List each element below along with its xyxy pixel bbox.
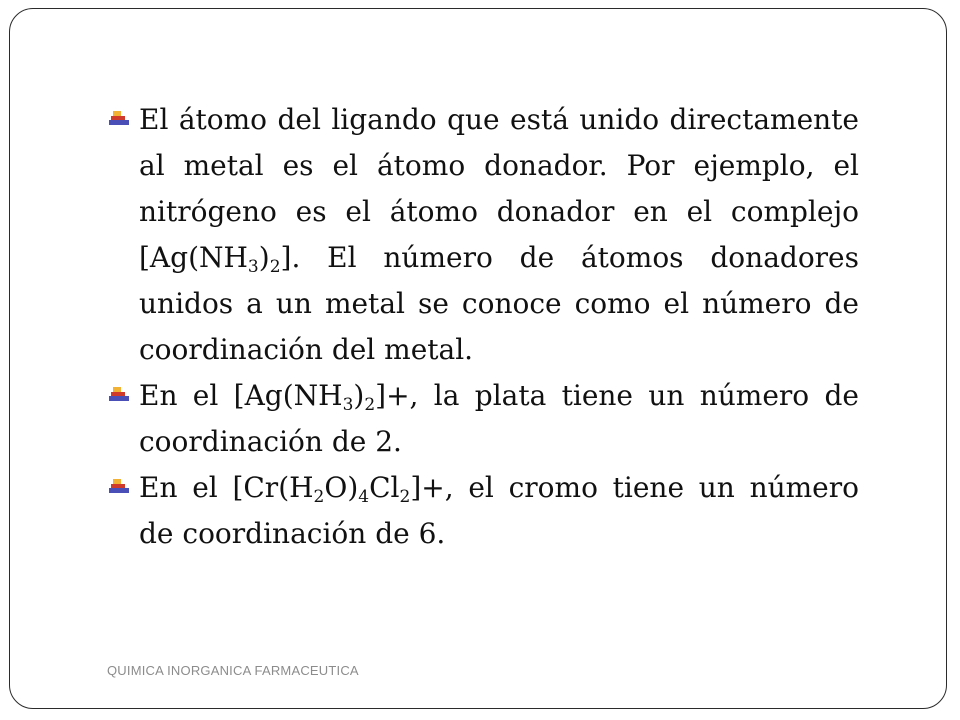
pushpin-bullet-icon	[109, 111, 129, 127]
bullet-text: En el $[Ag(NH_3)_2]+$, la plata tiene un número de coordinación de 2.	[139, 379, 859, 458]
bullet-item	[109, 97, 859, 373]
bullet-item	[109, 373, 859, 465]
footer-text: QUIMICA INORGANICA FARMACEUTICA	[107, 663, 359, 678]
bullet-text: En el $[Cr(H_2O)_4Cl_2]+$, el cromo tiene un número de coordinación de 6.	[139, 471, 859, 550]
pushpin-bullet-icon	[109, 387, 129, 403]
bullet-item	[109, 465, 859, 557]
bullet-list	[109, 97, 859, 557]
slide-frame	[9, 8, 947, 709]
bullet-text: El átomo del ligando que está unido directamente al metal es el átomo donador. Por ejemplo, el nitrógeno es el átomo donador en el complejo $[Ag(NH_3)_2]$. El número de átomos donadores unidos a un metal se conoce como el número de coordinación del metal.	[139, 103, 859, 366]
pushpin-bullet-icon	[109, 479, 129, 495]
